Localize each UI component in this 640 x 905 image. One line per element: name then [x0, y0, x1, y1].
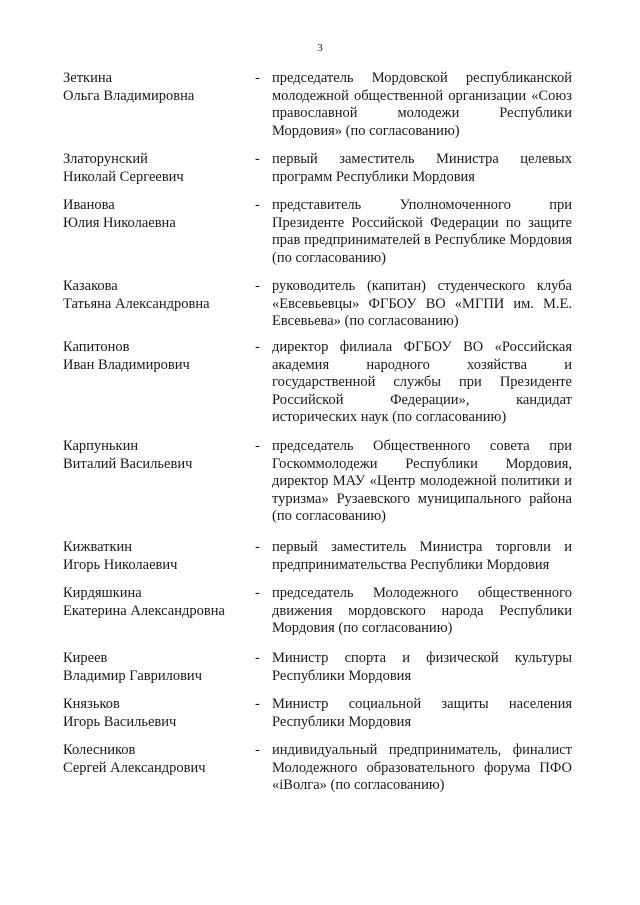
list-dash: -	[255, 696, 260, 712]
member-name	[63, 278, 243, 313]
member-name	[63, 742, 243, 777]
member-name	[63, 696, 243, 731]
member-name	[63, 585, 243, 620]
member-surname: Кижваткин	[63, 539, 133, 555]
member-surname: Киреев	[63, 650, 108, 666]
member-role: индивидуальный предприниматель, финалист Молодежного образовательного форума ПФО «iВолга» (по согласованию)	[272, 742, 572, 793]
member-name	[63, 339, 243, 374]
list-dash: -	[255, 585, 260, 601]
member-surname: Златорунский	[63, 151, 148, 167]
member-surname: Казакова	[63, 278, 118, 294]
member-given-names: Ольга Владимировна	[63, 87, 195, 104]
member-name	[63, 650, 243, 685]
member-role: председатель Мордовской республиканской молодежной общественной организации «Союз православной молодежи Республики Мордовия» (по согласованию)	[272, 70, 572, 139]
member-role: председатель Общественного совета при Госкоммолодежи Республики Мордовия, директор МАУ «Центр молодежной политики и туризма» Рузаевского муниципального района (по согласованию)	[272, 438, 572, 524]
member-given-names: Владимир Гаврилович	[63, 667, 202, 684]
list-dash: -	[255, 438, 260, 454]
member-role: представитель Уполномоченного при Президенте Российской Федерации по защите прав предпринимателей в Республике Мордовия (по согласованию)	[272, 197, 572, 266]
member-given-names: Татьяна Александровна	[63, 295, 210, 312]
member-surname: Зеткина	[63, 70, 113, 86]
member-surname: Кирдяшкина	[63, 585, 142, 601]
member-surname: Карпунькин	[63, 438, 139, 454]
list-dash: -	[255, 650, 260, 666]
member-given-names: Виталий Васильевич	[63, 455, 193, 472]
member-role: руководитель (капитан) студенческого клуба «Евсевьевцы» ФГБОУ ВО «МГПИ им. М.Е. Евсевьева» (по согласованию)	[272, 278, 572, 329]
member-name	[63, 539, 243, 574]
list-dash: -	[255, 339, 260, 355]
member-surname: Капитонов	[63, 339, 130, 355]
member-given-names: Екатерина Александровна	[63, 602, 225, 619]
member-given-names: Иван Владимирович	[63, 356, 190, 373]
list-dash: -	[255, 151, 260, 167]
member-name	[63, 151, 243, 186]
list-dash: -	[255, 539, 260, 555]
member-given-names: Игорь Николаевич	[63, 556, 178, 573]
member-role: Министр спорта и физической культуры Республики Мордовия	[272, 650, 572, 684]
list-dash: -	[255, 278, 260, 294]
member-given-names: Николай Сергеевич	[63, 168, 184, 185]
list-dash: -	[255, 197, 260, 213]
member-name	[63, 197, 243, 232]
list-dash: -	[255, 70, 260, 86]
member-given-names: Игорь Васильевич	[63, 713, 177, 730]
member-surname: Иванова	[63, 197, 115, 213]
member-role: Министр социальной защиты населения Республики Мордовия	[272, 696, 572, 730]
member-surname: Князьков	[63, 696, 120, 712]
member-surname: Колесников	[63, 742, 136, 758]
list-dash: -	[255, 742, 260, 758]
page-number: 3	[317, 42, 323, 54]
member-given-names: Сергей Александрович	[63, 759, 206, 776]
member-role: первый заместитель Министра торговли и предпринимательства Республики Мордовия	[272, 539, 572, 573]
member-given-names: Юлия Николаевна	[63, 214, 176, 231]
member-name	[63, 70, 243, 105]
member-name	[63, 438, 243, 473]
member-role: председатель Молодежного общественного движения мордовского народа Республики Мордовия (по согласованию)	[272, 585, 572, 636]
member-role: директор филиала ФГБОУ ВО «Российская академия народного хозяйства и государственной службы при Президенте Российской Федерации», кандидат исторических наук (по согласованию)	[272, 339, 572, 425]
member-role: первый заместитель Министра целевых программ Республики Мордовия	[272, 151, 572, 185]
